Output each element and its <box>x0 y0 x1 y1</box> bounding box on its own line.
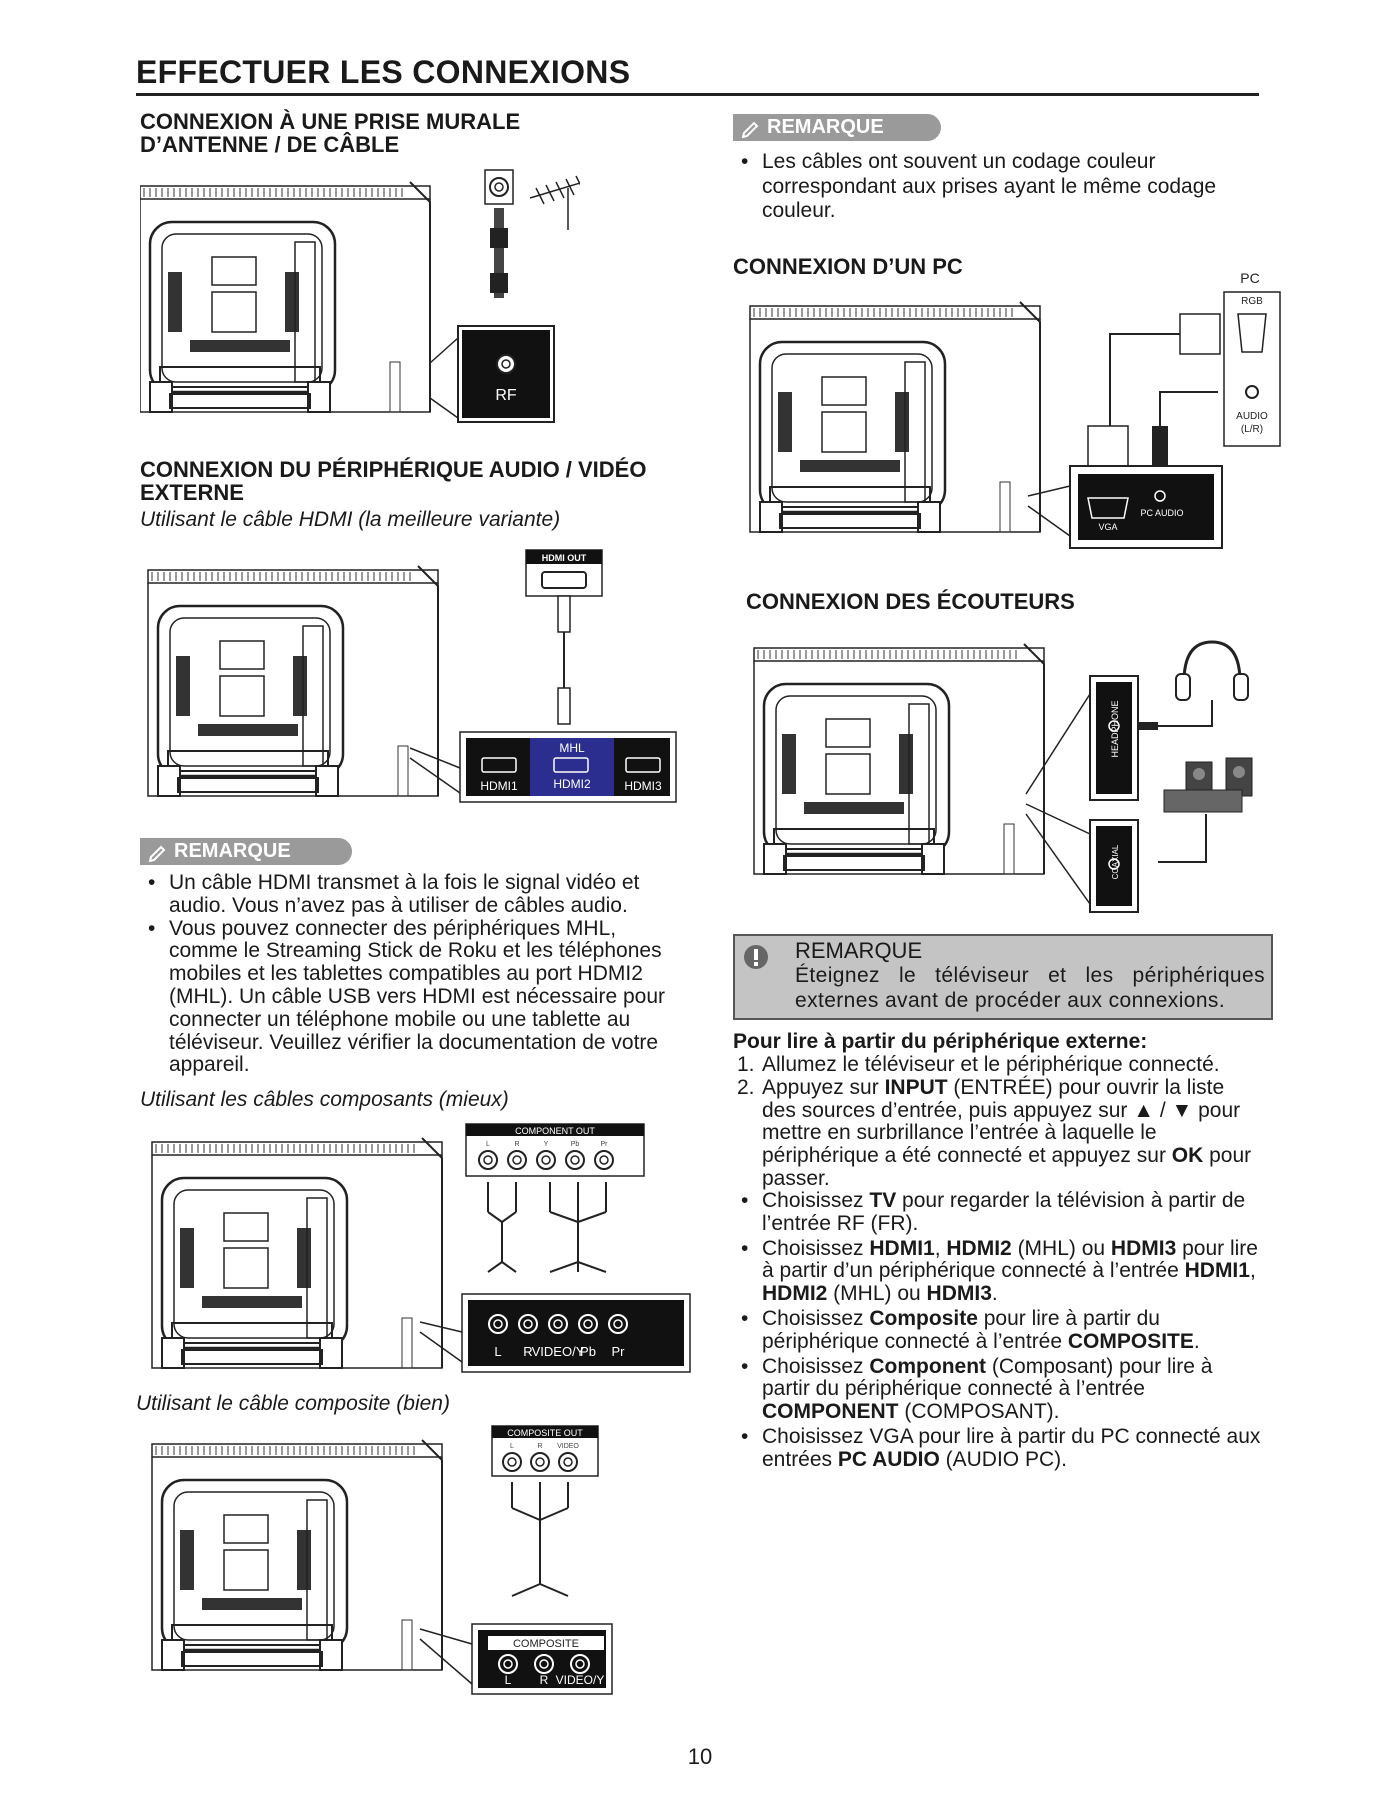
pc-diagram <box>748 266 1288 556</box>
cmpn-b: Component <box>869 1354 987 1378</box>
headphones-diagram <box>746 634 1286 914</box>
rca-jack <box>579 1315 597 1333</box>
hdmi-m: . <box>991 1282 998 1306</box>
jack-label: Pb <box>570 1141 580 1148</box>
tv-c: pour regarder la télévision à partir de l’entrée RF (FR). <box>762 1189 1246 1235</box>
rf-label: RF <box>495 387 517 404</box>
jack-label: R <box>523 1344 533 1359</box>
jack-label: Y <box>543 1141 549 1148</box>
jack-label: Pr <box>600 1141 608 1148</box>
hdmi-l: HDMI3 <box>926 1282 992 1306</box>
option-vga <box>733 1426 1263 1472</box>
rca-jack <box>566 1151 584 1169</box>
mhl-label: MHL <box>559 741 585 755</box>
hdmi-k: (MHL) ou <box>827 1282 927 1306</box>
headphones-heading: CONNEXION DES ÉCOUTEURS <box>746 589 1075 614</box>
step2-input: INPUT <box>884 1075 948 1099</box>
hdmi-e: (MHL) ou <box>1011 1236 1111 1260</box>
pencil-icon <box>741 118 761 138</box>
jack-label: L <box>486 1141 490 1148</box>
note-right-item: • Les câbles ont souvent un codage couleur correspondant aux prises ayant le même codage couleur. <box>733 150 1263 224</box>
cmpn-d: COMPONENT <box>762 1400 899 1424</box>
coaxial-label: COAXIAL <box>1111 844 1120 880</box>
playback-options <box>733 1190 1263 1472</box>
vga-b: PC AUDIO <box>837 1447 940 1471</box>
cmpn-a: Choisissez <box>762 1354 870 1378</box>
hdmi-j: HDMI2 <box>762 1282 828 1306</box>
jack-label: L <box>504 1673 512 1687</box>
pencil-icon <box>148 842 168 862</box>
rca-jack <box>535 1655 553 1673</box>
hdmi-d: HDMI2 <box>946 1236 1012 1260</box>
headphone-label: HEADPHONE <box>1110 700 1120 758</box>
rca-jack <box>489 1315 507 1333</box>
hdmi2-port-label: HDMI2 <box>553 777 591 791</box>
rca-jack <box>531 1453 549 1471</box>
playback-steps <box>733 1054 1263 1191</box>
note-right-label-text: REMARQUE <box>767 116 884 138</box>
speaker-system-icon <box>1158 758 1252 862</box>
cmpn-c: (Composant) pour lire à partir du périphérique connecté à l’entrée <box>762 1354 1213 1401</box>
comp-c: pour lire à partir du périphérique connecté à l’entrée <box>762 1306 1160 1353</box>
note-left-item-2: • Vous pouvez connecter des périphériques MHL, comme le Streaming Stick de Roku et les téléphones mobiles et les tablettes compatibles au port HDMI2 (MHL). Un câble USB vers HDMI est nécessaire pour connecter un téléphone mobile ou une tablette au téléviseur. Veuillez vérifier la documentation de votre appareil. <box>140 918 680 1078</box>
composite-in-title: COMPOSITE <box>512 1638 580 1650</box>
option-tv <box>733 1190 1263 1236</box>
playback-step-1 <box>733 1054 1263 1077</box>
jack-label: L <box>510 1443 514 1450</box>
rca-jack <box>499 1655 517 1673</box>
pc-audio-label: PC AUDIO <box>1140 508 1184 518</box>
jack-label: R <box>514 1141 520 1148</box>
rca-jack <box>571 1655 589 1673</box>
note-left-label <box>140 838 352 865</box>
hdmi1-port-label: HDMI1 <box>480 779 518 793</box>
note-right-label <box>733 114 941 141</box>
component-out-label: COMPONENT OUT <box>515 1126 595 1136</box>
title-rule <box>136 93 1259 96</box>
page-title: EFFECTUER LES CONNEXIONS <box>136 54 631 90</box>
hdmi-out-label: HDMI OUT <box>541 553 587 563</box>
antenna-heading <box>140 110 520 156</box>
hdmi-subtitle: Utilisant le câble HDMI (la meilleure variante) <box>140 508 561 531</box>
comp-e: . <box>1193 1329 1200 1353</box>
composite-diagram <box>140 1424 630 1700</box>
warning-text: Éteignez le téléviseur et les périphériques externes avant de procéder aux connexions. <box>795 964 1265 1012</box>
component-subtitle: Utilisant les câbles composants (mieux) <box>140 1088 509 1111</box>
step2-text-a: Appuyez sur <box>762 1075 885 1099</box>
comp-a: Choisissez <box>762 1306 870 1330</box>
option-composite <box>733 1308 1263 1354</box>
audio-label-2: (L/R) <box>1240 424 1264 435</box>
hdmi-h: HDMI1 <box>1184 1259 1250 1283</box>
note-left-list <box>140 872 680 1077</box>
audio-label-1: AUDIO <box>1236 411 1268 422</box>
comp-b: Composite <box>869 1306 978 1330</box>
composite-subtitle: Utilisant le câble composite (bien) <box>136 1392 450 1415</box>
rca-jack <box>537 1151 555 1169</box>
jack-label: VIDEO <box>557 1443 579 1450</box>
composite-out-label: COMPOSITE OUT <box>507 1428 583 1438</box>
av-heading-line2: EXTERNE <box>140 480 244 505</box>
vga-label: VGA <box>1098 522 1118 532</box>
jack-label: L <box>494 1344 502 1359</box>
rca-jack <box>595 1151 613 1169</box>
component-diagram <box>140 1122 695 1382</box>
hdmi-i: , <box>1249 1259 1256 1283</box>
jack-label: VIDEO/Y <box>531 1344 585 1359</box>
step1-number: 1. <box>737 1053 755 1076</box>
jack-label: R <box>537 1443 543 1450</box>
cmpn-e: (COMPOSANT). <box>898 1400 1060 1424</box>
option-component <box>733 1356 1263 1424</box>
comp-d: COMPOSITE <box>1067 1329 1194 1353</box>
pc-label: PC <box>1240 270 1260 286</box>
option-hdmi <box>733 1238 1263 1306</box>
exclamation-icon <box>743 944 769 970</box>
page-number: 10 <box>687 1744 713 1769</box>
warning-label: REMARQUE <box>795 938 923 963</box>
note-left-item-1: • Un câble HDMI transmet à la fois le signal vidéo et audio. Vous n’avez pas à utiliser de câbles audio. <box>140 872 680 918</box>
rca-jack <box>503 1453 521 1471</box>
rca-jack <box>549 1315 567 1333</box>
rca-jack <box>559 1453 577 1471</box>
jack-label: Pb <box>580 1344 596 1359</box>
rca-jack <box>508 1151 526 1169</box>
rca-jack <box>519 1315 537 1333</box>
av-heading <box>140 458 646 504</box>
hdmi-c: , <box>934 1236 947 1260</box>
tv-b: TV <box>869 1189 897 1212</box>
av-heading-line1: CONNEXION DU PÉRIPHÉRIQUE AUDIO / VIDÉO <box>140 457 647 482</box>
note-right-list <box>733 150 1263 224</box>
vga-a: Choisissez VGA pour lire à partir du PC connecté aux entrées <box>762 1424 1261 1471</box>
hdmi-b: HDMI1 <box>869 1236 935 1260</box>
warning-note <box>733 934 1273 1020</box>
tv-a: Choisissez <box>762 1189 870 1212</box>
jack-label: R <box>539 1673 549 1687</box>
rgb-label: RGB <box>1241 296 1263 307</box>
hdmi-f: HDMI3 <box>1110 1236 1177 1260</box>
note-left-label-text: REMARQUE <box>174 840 291 862</box>
rca-jack <box>479 1151 497 1169</box>
pc-heading: CONNEXION D’UN PC <box>733 254 963 279</box>
step2-text-c: pour passer. <box>762 1144 1252 1190</box>
hdmi-g: pour lire à partir d’un périphérique connecté à l’entrée <box>762 1236 1258 1283</box>
headphones-icon <box>1138 642 1248 730</box>
antenna-heading-line2: D’ANTENNE / DE CÂBLE <box>140 132 400 157</box>
step2-number: 2. <box>737 1075 755 1099</box>
playback-heading: Pour lire à partir du périphérique externe: <box>733 1030 1148 1053</box>
step1-text: Allumez le téléviseur et le périphérique connecté. <box>762 1053 1220 1076</box>
playback-step-2 <box>733 1077 1263 1191</box>
step2-text-b: (ENTRÉE) pour ouvrir la liste des sources d’entrée, puis appuyez sur ▲ / ▼ pour mettre en surbrillance l’entrée à laquelle le périphérique a été connecté et appuyez sur <box>762 1075 1241 1168</box>
rca-jack <box>609 1315 627 1333</box>
step2-ok: OK <box>1171 1144 1204 1168</box>
antenna-diagram <box>140 158 580 438</box>
jack-label: VIDEO/Y <box>555 1673 605 1687</box>
hdmi-diagram <box>140 548 690 810</box>
antenna-heading-line1: CONNEXION À UNE PRISE MURALE <box>140 109 521 134</box>
hdmi-a: Choisissez <box>762 1236 870 1260</box>
jack-label: Pr <box>611 1344 625 1359</box>
hdmi3-port-label: HDMI3 <box>624 779 662 793</box>
vga-c: (AUDIO PC). <box>939 1447 1067 1471</box>
